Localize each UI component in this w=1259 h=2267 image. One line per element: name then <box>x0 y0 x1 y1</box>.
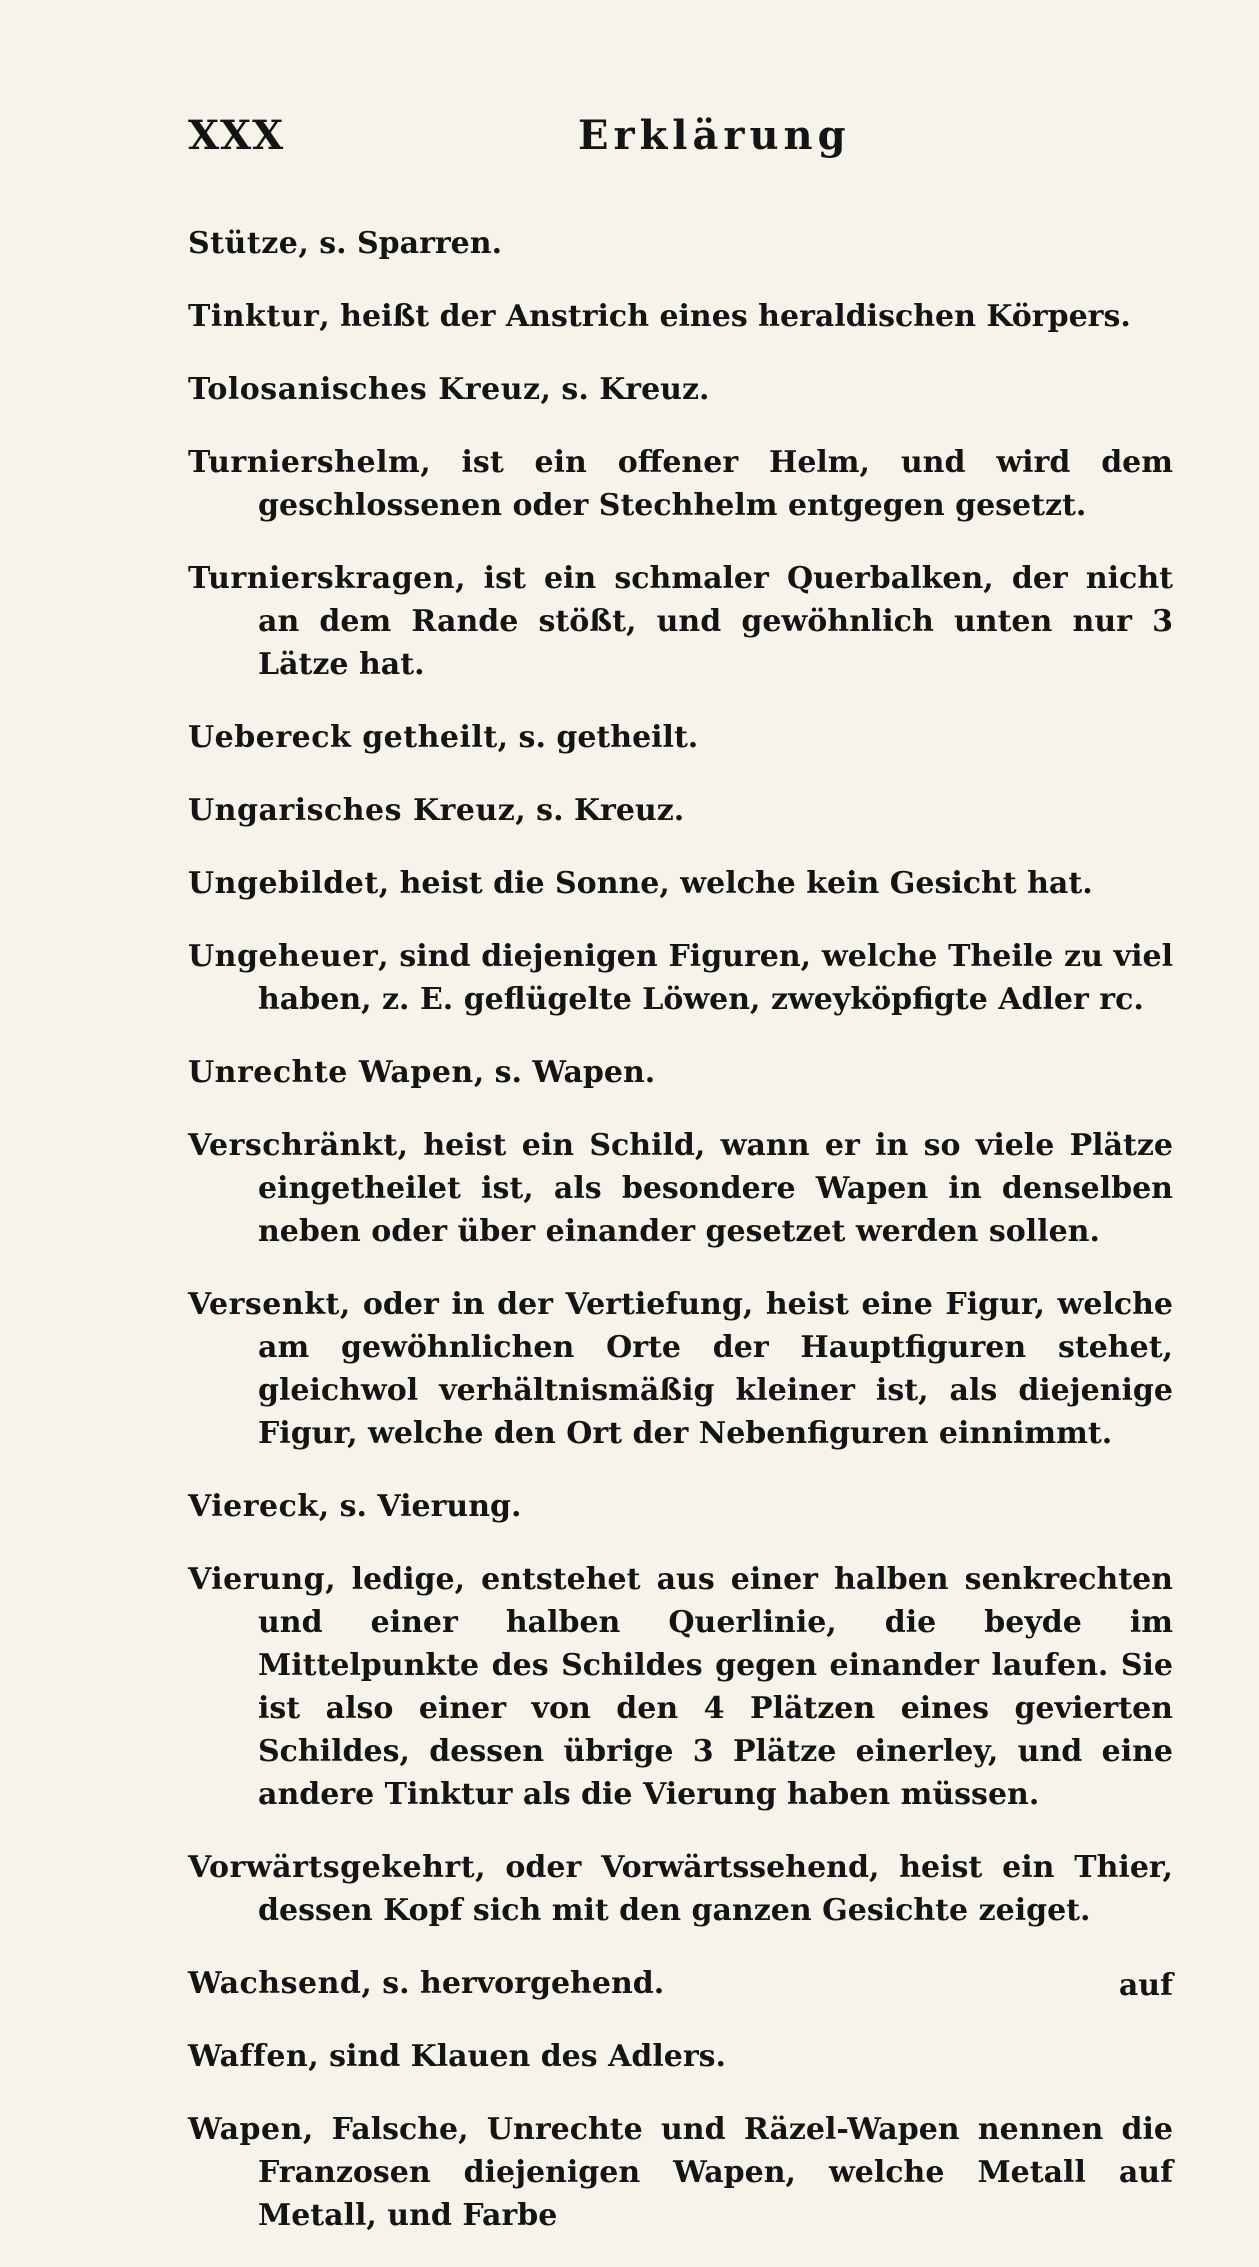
glossary-entry <box>188 862 1173 905</box>
entry-term: Stütze <box>188 226 299 261</box>
entry-definition: , oder Vorwärtssehend, heist ein Thier, dessen Kopf sich mit den ganzen Gesichte zeiget. <box>258 1850 1173 1928</box>
glossary-entry <box>188 1485 1173 1528</box>
entry-definition: , heist die Sonne, welche kein Gesicht hat. <box>378 866 1093 901</box>
entry-term: Ungebildet <box>188 866 379 901</box>
entry-definition: , ist ein schmaler Querbalken, der nicht an dem Rande stößt, und gewöhnlich unten nur 3 Lätze hat. <box>258 561 1173 682</box>
entry-definition: , s. Sparren. <box>298 226 503 261</box>
entry-term: Tinktur <box>188 299 320 334</box>
page-number: XXX <box>188 112 285 159</box>
entry-definition: , ledige, entstehet aus einer halben senkrechten und einer halben Querlinie, die beyde im Mittelpunkte des Schildes gegen einander laufen. Sie ist also einer von den 4 Plätzen eines gevierten Schildes, dessen übrige 3 Plätze einerley, und eine andere Tinktur als die Vierung haben müssen. <box>258 1562 1173 1812</box>
glossary-entry <box>188 1124 1173 1253</box>
entry-term: Ungarisches Kreuz <box>188 793 516 828</box>
entry-term: Vierung <box>188 1562 326 1597</box>
glossary-entry <box>188 368 1173 411</box>
entry-term: Turniershelm <box>188 445 421 480</box>
entry-definition: , oder in der Vertiefung, heist eine Figur, welche am gewöhnlichen Orte der Hauptfiguren stehet, gleichwol verhältnismäßig kleiner ist, als diejenige Figur, welche den Ort der Nebenfiguren einnimmt. <box>258 1287 1173 1451</box>
page-header <box>188 112 1178 172</box>
entry-definition: , sind Klauen des Adlers. <box>308 2039 726 2074</box>
glossary-entries <box>188 192 1173 2257</box>
entry-term: Viereck <box>188 1489 319 1524</box>
glossary-entry <box>188 935 1173 1021</box>
entry-term: Unrechte Wapen <box>188 1055 474 1090</box>
glossary-entry <box>188 441 1173 527</box>
glossary-entry <box>188 2035 1173 2078</box>
glossary-entry <box>188 2108 1173 2237</box>
glossary-entry <box>188 1051 1173 1094</box>
entry-definition: , Falsche, Unrechte und Räzel-Wapen nennen die Franzosen diejenigen Wapen, welche Metall auf Metall, und Farbe <box>258 2112 1173 2233</box>
entry-term: Uebereck getheilt <box>188 720 498 755</box>
glossary-entry <box>188 716 1173 759</box>
entry-term: Tolosanisches Kreuz <box>188 372 541 407</box>
glossary-entry <box>188 1846 1173 1932</box>
glossary-entry <box>188 222 1173 265</box>
entry-term: Verschränkt <box>188 1128 398 1163</box>
glossary-entry <box>188 1962 1173 2005</box>
entry-definition: , ist ein offener Helm, und wird dem geschlossenen oder Stechhelm entgegen gesetzt. <box>258 445 1173 523</box>
entry-term: Wapen <box>188 2112 303 2147</box>
entry-term: Versenkt <box>188 1287 340 1322</box>
catchword: auf <box>1118 1968 1173 2003</box>
entry-definition: , s. Kreuz. <box>540 372 710 407</box>
glossary-entry <box>188 295 1173 338</box>
entry-definition: , heist ein Schild, wann er in so viele Plätze eingetheilet ist, als besondere Wapen in denselben neben oder über einander gesetzet werden sollen. <box>258 1128 1173 1249</box>
glossary-entry <box>188 1283 1173 1455</box>
entry-term: Turnierskragen <box>188 561 456 596</box>
glossary-entry <box>188 789 1173 832</box>
entry-definition: , s. getheilt. <box>497 720 699 755</box>
entry-term: Vorwärtsgekehrt <box>188 1850 476 1885</box>
glossary-entry <box>188 557 1173 686</box>
entry-definition: , s. Vierung. <box>318 1489 522 1524</box>
entry-term: Wachsend <box>188 1966 362 2001</box>
entry-definition: , s. Wapen. <box>473 1055 656 1090</box>
entry-term: Ungeheuer <box>188 939 379 974</box>
glossary-entry <box>188 1558 1173 1816</box>
entry-definition: , s. hervorgehend. <box>361 1966 665 2001</box>
entry-definition: , s. Kreuz. <box>515 793 685 828</box>
entry-definition: , sind diejenigen Figuren, welche Theile zu viel haben, z. E. geflügelte Löwen, zweyköpfigte Adler rc. <box>258 939 1173 1017</box>
running-title: Erklärung <box>578 112 851 159</box>
entry-term: Waffen <box>188 2039 309 2074</box>
entry-definition: , heißt der Anstrich eines heraldischen Körpers. <box>319 299 1131 334</box>
